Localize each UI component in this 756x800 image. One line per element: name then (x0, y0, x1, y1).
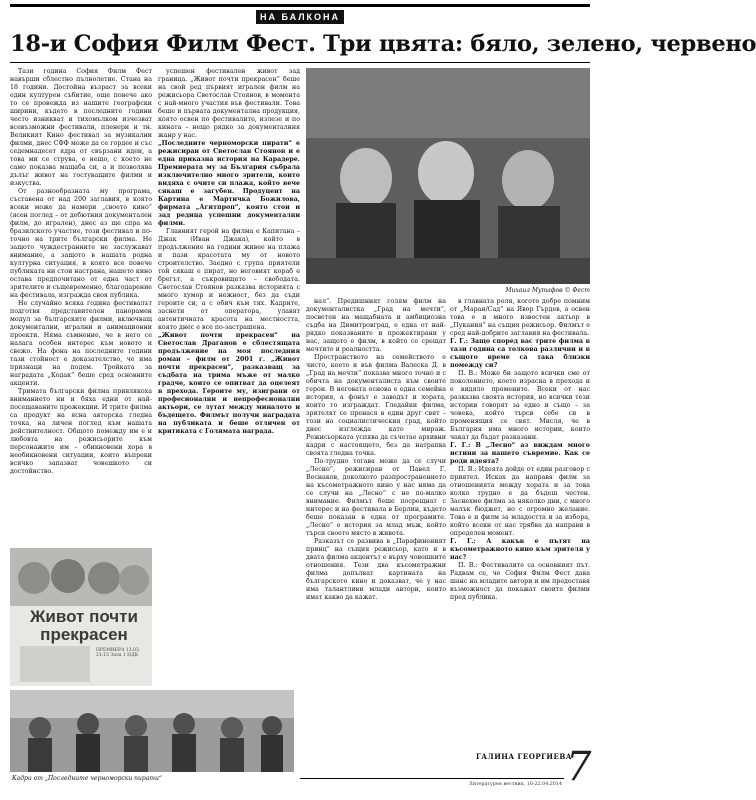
paragraph: нал“. Предишният голям филм на документалистка „Град на мечти“, посветен на мащабната и амбициозна съдба на Димитровград, е една от най-рядко показваните и прожектирани у нас, защото е филм, в който се срещат мечтите и реалността. (306, 298, 446, 353)
paragraph: Главният герой на филма е Капитана – Джак (Иван Джака), който в продължение на години живее на плажа и пази красотата му от новото строителство. Заедно с група приятели той сякаш е пират, но неговият кораб е брегът, а съкровището – свободата. Светослав Стоянов разказва историята с много хумор и нежност, без да съди героите си, а с обич към тях. Кадрите, заснети от оператора, улавят автентичната красота на местността, която днес е все по-застрашена. (158, 228, 300, 331)
text-column-1 (10, 68, 152, 540)
poster-info: ПРЕМИЕРА 13.03. 21:15 Зала 1 НДК (96, 648, 141, 658)
interview-question: Г. Г.: В „Лесно“ аз виждам много истини за нашето съвремие. Как се роди идеята? (450, 442, 590, 465)
interview-answer: П. В.: Фестивалите са основният път. Радвам се, че София Филм Фест дава шанс на младите автори и им предоставя възможност да покажат своите филми пред публика. (450, 562, 590, 601)
top-rule (10, 4, 590, 7)
text-column-3 (306, 298, 446, 758)
paragraph: в главната роля, когото добре помним от „Маран/Сад“ на Явор Гърдев, а освен това е и много известен актьор в „Пукания“ на същия режисьор. Филмът е сред най-добрите заглавия на фестивала. (450, 298, 590, 337)
section-rubric: НА БАЛКОНА (256, 10, 344, 24)
publication-info: Литературен вестник, 16-22.04.2014 (468, 782, 562, 787)
interview-answer: П. В.: Може би защото всички сме от поколението, което израсна в прехода и е видяло промените. Всеки от нас разказва своята история, но всички тези истории говорят за едно и също – за човека, който търси себе си в променящия се свят. Мисля, че в България има много истории, които чакат да бъдат разказани. (450, 370, 590, 441)
film-poster (10, 548, 152, 686)
festival-photo (306, 68, 590, 284)
festival-photo-image (306, 68, 590, 284)
poster-title: Живот почти прекрасен (30, 607, 138, 644)
paragraph: „Живот почти прекрасен“ на Светослав Драганов е сблестящата продължение на моя последния роман – филм от 2001 г. „Живот почти прекрасен“, разказващ за съдбата на трима мъже от малко градче, които се опитват да оцелеят в прехода. Героите му, изиграни от професионални и непрофесионални актьори, се лутат между миналото и бъдещето. Филмът получи наградата на публиката и беше отличен от критиката с Голямата награда. (158, 332, 300, 435)
title-rule (10, 62, 590, 63)
paragraph: От разнообразната му програма, съставена от над 200 заглавия, в която всеки може да намери „своето кино“ (ясен поглед – от дебютния документален филм, до игрален), днес аз ще спра на бразилското участие, този фестивал и по-точно на трите български филма. Не защото чуждестранните не заслужават внимание, а защото в нашата родна културна ситуация, в която все повече публиката ни стои настрана, нашето кино остава предпочитано от една част от зрителите и същевременно, благодарение на фестивала, изгражда своя публика. (10, 188, 152, 299)
paragraph: Тази година София Филм Фест навърши сблестно пълнолетие. Стана на 18 години. Достойна възраст за всеки един културен събитие, още повече ако то се провежда из нашите географски ширини, където в последните години често изникват и тихомълком изчезват всевъзможни фестивали, пленери и тн. Великият Кино фестивал за музикални филми, днес СФФ може да се гордее и със седемнадесет ядра от свързани идеи, а това ми се струва, е нещо, с което не само показва мащаба си, а и позволява дълъг живот на гостуващите филми и изкуства. (10, 68, 152, 187)
article-title: 18-и София Филм Фест. Три цвята: бяло, зелено, червено (10, 31, 756, 57)
film-stills-image (10, 690, 294, 772)
paragraph: По-трудно тогава може да се случи „Лесно“, режисиран от Павел Г. Веснаков, доколкото разпространението на късометражното кино у нас няма да се случи на „Лесно“ с не по-малко внимание. Филмът беше посрещнат с интерес и на фестивала в Берлин, където беше показан в една от програмите. „Лесно“ е история за млад мъж, който търси своето място в живота. (306, 458, 446, 537)
paragraph: „Последните черноморски пирати“ е режисиран от Светослав Стоянов и е една приказна история на Карадере. Премиерата му за България събрала изключително много зрители, които видяха с очите си плажа, който вече сякаш е загубен. Продуцент на Картина е Мартичка Божилова, фирмата „Агитпроп“, която стои и зад редица успешни документални филми. (158, 140, 300, 227)
paragraph: Разказът се развива в „Парафиненият принц“ на същия режисьор, като и в двата филма акцентът е върху човешките отношения. Тези два късометражни филма допълват картината на българското кино и доказват, че у нас има талантливи млади автори, които имат какво да кажат. (306, 538, 446, 601)
film-stills-photo (10, 690, 294, 772)
text-column-4 (450, 298, 590, 748)
text-column-2 (158, 68, 300, 684)
interview-answer: П. В.: Идеята дойде от един разговор с приятел. Исках да направя филм за отношенията между хората и за това колко трудно е да бъдеш честен. Заснехме филма за няколко дни, с много малък бюджет, но с огромно желание. Това е и филм за младостта и за избора, който всеки от нас трябва да направи в определен момент. (450, 466, 590, 537)
paragraph: Тримата български филма привлякоха вниманието ни и бяха едни от най-посещаваните прожекции. И трите филма са продукт на ясна авторска гледна точка, на личен поглед към нашата действителност. Общото помежду им е и любовта на режисьорите към персонажите им – обикновени хора в необикновени ситуации, които въпреки всичко запазват човешкото си достойнство. (10, 388, 152, 475)
interview-question: Г. Г.: А какъв е пътят на късометражното кино към зрителя у нас? (450, 538, 590, 561)
page-number: 7 (566, 744, 592, 790)
interview-question: Г. Г.: Защо според вас трите филма в тази година са толкова различни и в същото време са така близки помежду си? (450, 338, 590, 369)
top-photo-caption: Михаил Мутафов © Фест (505, 287, 590, 294)
footer-rule (300, 778, 564, 779)
paragraph: Пространството на семейството е чисто, което и във филма Валеска Д. в „Град на мечти“ показва много точно и с обичта на документалиста към своите герои. В неговата основа е една семейна история, а фонът е заводът и хората, които го изграждат. Гледайки филма, зрителят се пренася в един друг свят – този на социалистическия град, който днес изглежда като мираж. Режисьорката успява да съчетае архивни кадри с настоящето, без да натрапва своята гледна точка. (306, 354, 446, 457)
bottom-photo-caption: Кадри от „Последните черноморски пирати“ (12, 775, 162, 782)
paragraph: успешен фестивален живот зад граница. „Живот почти прекрасен“ беше на свой ред първият игрален филм на режисьора Светослав Стоянов, в момента с най-много участия във фестивали. Това беше и първата документална продукция, която освен по фестивалите, излезе и по кината – нещо рядко за документалния жанр у нас. (158, 68, 300, 139)
article-author: ГАЛИНА ГЕОРГИЕВА (475, 752, 572, 761)
paragraph: Не случайно всяка година фестивалът подготвя представителен панорамен модул за българските филми, включващ документални, игрални и анимационни проекти. Няма съмнение, че в него се налага особен интерес към новото и свежо. На фона на последните години тази стойност е доказателство, че има признаци на подем. Тройката за наградата „Кодак“ беше сред основните акценти. (10, 300, 152, 387)
